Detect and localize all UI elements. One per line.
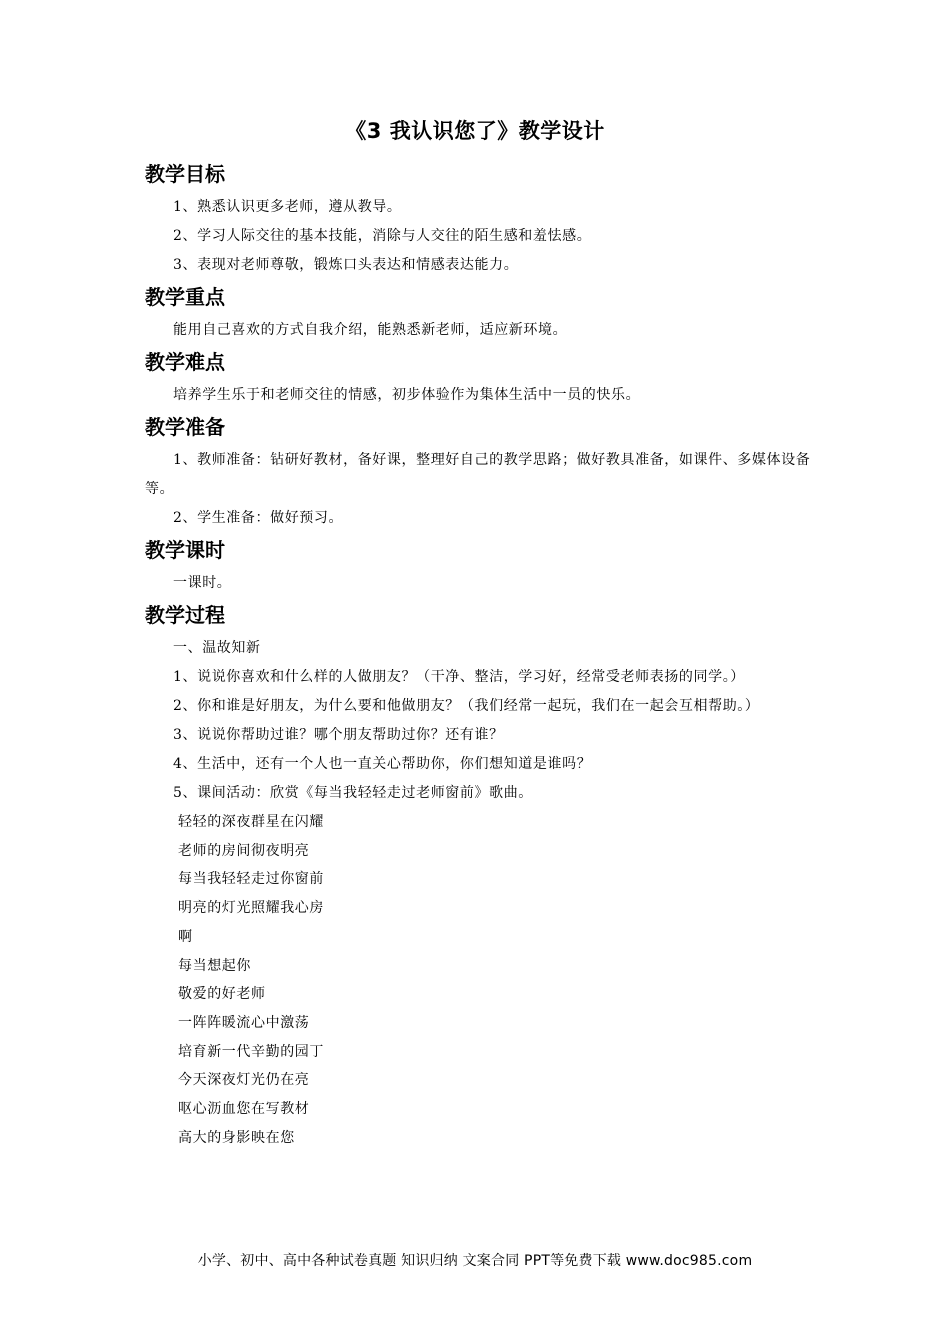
lyric-line: 呕心沥血您在写教材	[178, 1101, 310, 1118]
page-footer: 小学、初中、高中各种试卷真题 知识归纳 文案合同 PPT等免费下载 www.doc985.com	[197, 1253, 753, 1269]
section-heading-goals: 教学目标	[145, 162, 225, 186]
focus-text: 能用自己喜欢的方式自我介绍，能熟悉新老师，适应新环境。	[173, 322, 568, 338]
process-item: 1、说说你喜欢和什么样的人做朋友？（干净、整洁，学习好，经常受老师表扬的同学。）	[173, 669, 745, 685]
preparation-item: 1、教师准备：钻研好教材，备好课，整理好自己的教学思路；做好教具准备，如课件、多媒体设备等。	[145, 452, 811, 497]
process-item: 2、你和谁是好朋友，为什么要和他做朋友？（我们经常一起玩，我们在一起会互相帮助。）	[173, 698, 760, 714]
hours-text: 一课时。	[173, 575, 232, 591]
document-body	[145, 157, 815, 1152]
lyric-line: 啊	[178, 928, 193, 945]
process-part-title: 一、温故知新	[173, 640, 261, 656]
process-item: 5、课间活动：欣赏《每当我轻轻走过老师窗前》歌曲。	[173, 785, 533, 801]
section-heading-process: 教学过程	[145, 603, 225, 627]
lyric-line: 一阵阵暖流心中激荡	[178, 1014, 310, 1031]
section-heading-hours: 教学课时	[145, 538, 225, 562]
goal-item: 3、表现对老师尊敬，锻炼口头表达和情感表达能力。	[173, 257, 519, 273]
section-heading-difficulty: 教学难点	[145, 350, 225, 374]
song-lyrics	[145, 808, 815, 1152]
process-item: 4、生活中，还有一个人也一直关心帮助你，你们想知道是谁吗？	[173, 756, 592, 772]
process-item: 3、说说你帮助过谁？哪个朋友帮助过你？还有谁？	[173, 727, 504, 743]
lyric-line: 明亮的灯光照耀我心房	[178, 900, 324, 917]
lyric-line: 敬爱的好老师	[178, 986, 266, 1003]
lyric-line: 每当想起你	[178, 957, 251, 974]
section-heading-focus: 教学重点	[145, 285, 225, 309]
lyric-line: 培育新一代辛勤的园丁	[178, 1043, 324, 1060]
lyric-line: 轻轻的深夜群星在闪耀	[178, 814, 324, 830]
preparation-item: 2、学生准备：做好预习。	[173, 510, 344, 526]
lyric-line: 高大的身影映在您	[178, 1129, 295, 1146]
goal-item: 1、熟悉认识更多老师，遵从教导。	[173, 199, 402, 215]
section-heading-preparation: 教学准备	[145, 415, 225, 439]
lyric-line: 今天深夜灯光仍在亮	[178, 1072, 310, 1089]
difficulty-text: 培养学生乐于和老师交往的情感，初步体验作为集体生活中一员的快乐。	[173, 387, 641, 403]
document-title: 《3 我认识您了》教学设计	[345, 119, 605, 143]
goal-item: 2、学习人际交往的基本技能，消除与人交往的陌生感和羞怯感。	[173, 228, 592, 244]
lyric-line: 老师的房间彻夜明亮	[178, 842, 310, 859]
lyric-line: 每当我轻轻走过你窗前	[178, 871, 324, 888]
